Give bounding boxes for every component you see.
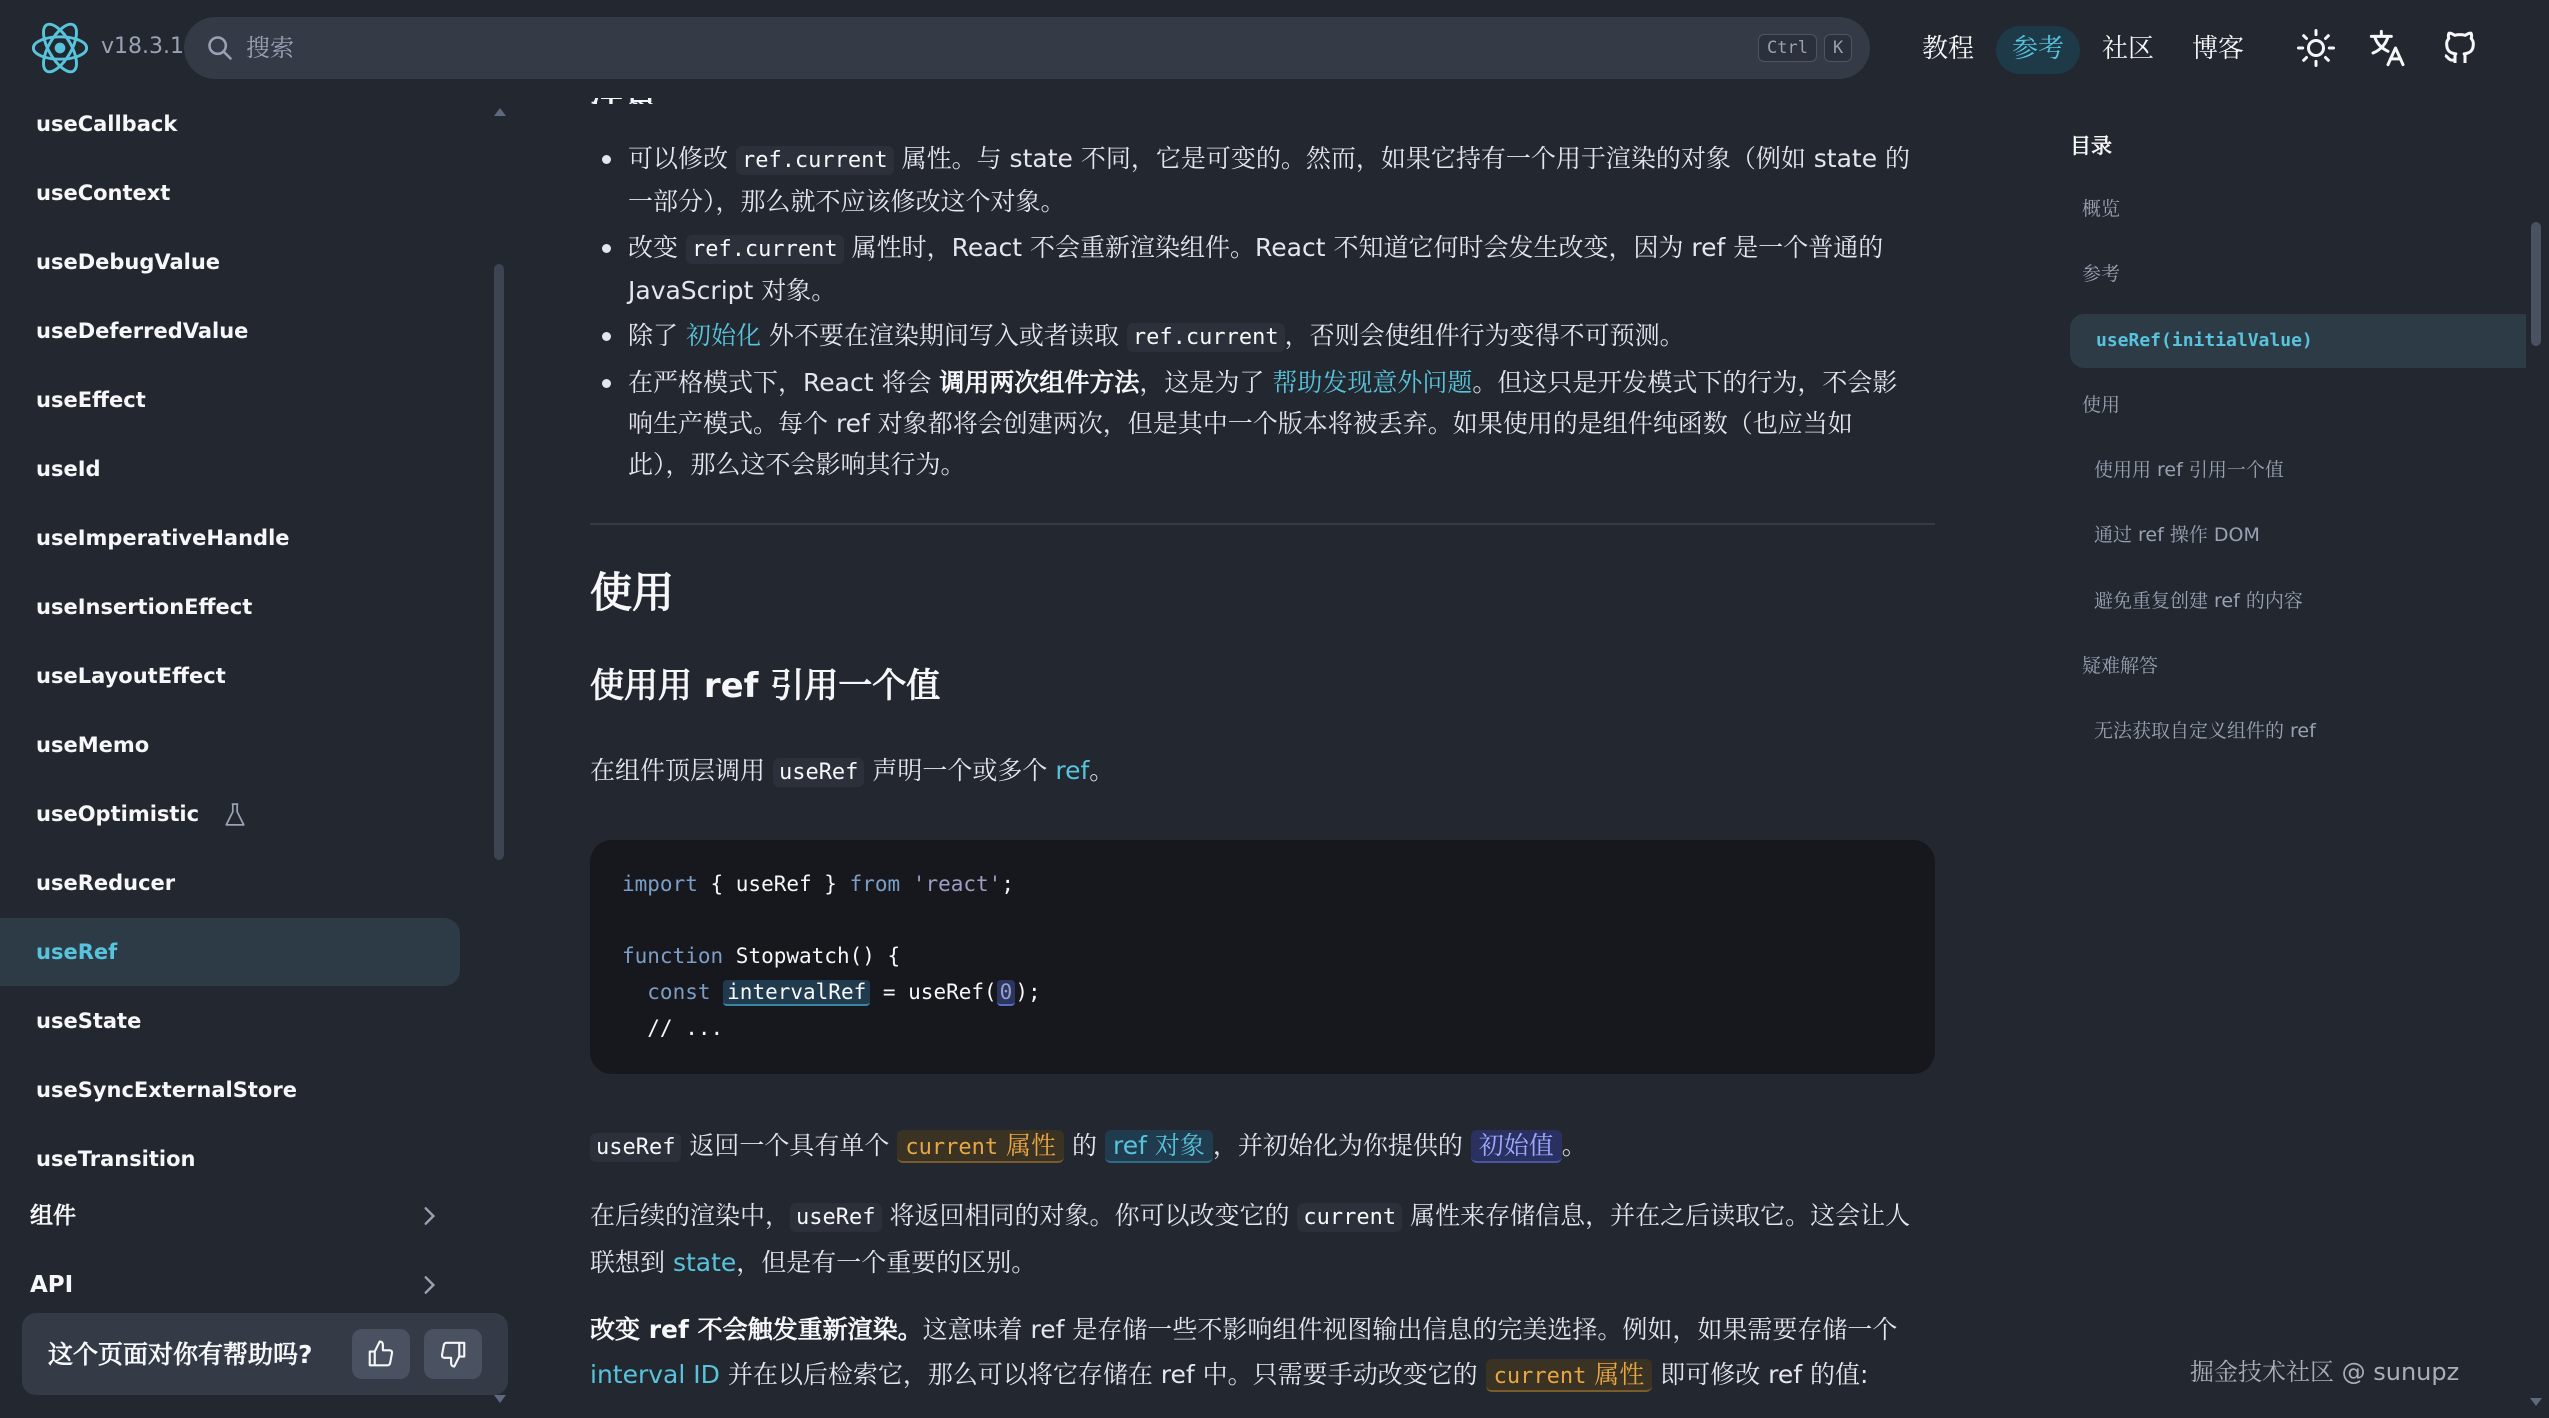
nav-link-tutorial[interactable]: 教程 — [1922, 34, 1975, 64]
sidebar-section-label: 组件 — [30, 1203, 76, 1229]
sidebar-item-useref[interactable]: useRef — [0, 918, 460, 986]
highlight-current-property: current 属性 — [1486, 1359, 1653, 1392]
sidebar-item-label: useOptimistic — [36, 802, 200, 826]
toc-item-custom-component-ref[interactable]: 无法获取自定义组件的 ref — [2094, 720, 2316, 742]
sidebar-item-usedebugvalue[interactable]: useDebugValue — [36, 250, 221, 274]
top-bar — [0, 0, 2549, 98]
sidebar-item-usereducer[interactable]: useReducer — [36, 871, 176, 895]
toc-item-reference[interactable]: 参考 — [2082, 263, 2121, 285]
link-interval-id[interactable]: interval ID — [590, 1360, 720, 1389]
link-find-unexpected-issues[interactable]: 帮助发现意外问题 — [1272, 368, 1473, 397]
scroll-up-arrow-icon[interactable] — [492, 106, 508, 118]
paragraph-useref-returns: useRef 返回一个具有单个 current 属性 的 ref 对象 ，并初始化为你提供的 初始值 。 — [590, 1123, 1940, 1170]
list-item: 可以修改 ref.current 属性。与 state 不同，它是可变的。然而，如果它持有一个用于渲染的对象（例如 state 的 一部分），那么就不应该修改这个对象。 — [600, 138, 1940, 222]
version-label[interactable]: v18.3.1 — [101, 34, 184, 59]
heading-ref-reference-value: 使用用 ref 引用一个值 — [590, 666, 941, 706]
feedback-box — [22, 1313, 508, 1395]
toc-item-troubleshooting[interactable]: 疑难解答 — [2082, 655, 2159, 677]
sidebar-item-useinsertioneffect[interactable]: useInsertionEffect — [36, 595, 253, 619]
shortcut-k-key: K — [1824, 34, 1852, 62]
section-divider — [590, 523, 1935, 525]
sidebar-item-useeffect[interactable]: useEffect — [36, 388, 146, 412]
theme-sun-icon[interactable] — [2296, 28, 2336, 68]
sidebar-item-usedeferredvalue[interactable]: useDeferredValue — [36, 319, 249, 343]
inline-code: ref.current — [736, 146, 894, 175]
inline-code: ref.current — [686, 235, 844, 264]
chevron-right-icon — [418, 1273, 440, 1297]
code-line: // ... — [622, 1016, 724, 1040]
link-ref[interactable]: ref — [1055, 756, 1090, 785]
highlight-initial-value: 初始值 — [1471, 1130, 1562, 1163]
list-item: 在严格模式下，React 将会 调用两次组件方法，这是为了 帮助发现意外问题。但这只是开发模式下的行为，不会影 响生产模式。每个 ref 对象都将会创建两次，但是其中一个版本将被丢弃。如果使用的是组件纯函数（也应当如 此），那么这不会影响其行为。 — [600, 362, 1940, 485]
sidebar-section-api[interactable] — [0, 1255, 450, 1315]
paragraph-declare-ref: 在组件顶层调用 useRef 声明一个或多个 ref。 — [590, 756, 1115, 785]
scroll-down-arrow-icon[interactable] — [2528, 1396, 2544, 1408]
code-line: import { useRef } from 'react'; — [622, 872, 1014, 896]
highlight-ref-object: ref 对象 — [1105, 1130, 1213, 1163]
sidebar-item-usesyncexternalstore[interactable]: useSyncExternalStore — [36, 1078, 297, 1102]
toc-item-usage[interactable]: 使用 — [2082, 394, 2121, 416]
toc-title: 目录 — [2070, 134, 2112, 158]
sidebar-scrollbar-thumb[interactable] — [494, 264, 504, 860]
sidebar-item-useoptimistic[interactable] — [0, 780, 460, 848]
inline-code: useRef — [590, 1133, 681, 1162]
paragraph-subsequent-renders: 在后续的渲染中， useRef 将返回相同的对象。你可以改变它的 current 属性来存储信息，并在之后读取它。这会让人 联想到 state，但是有一个重要的区别。 — [590, 1201, 1911, 1277]
thumbs-down-icon — [438, 1339, 468, 1369]
inline-code: ref.current — [1127, 323, 1285, 352]
inline-code: current — [1297, 1203, 1402, 1232]
list-item: 除了 初始化 外不要在渲染期间写入或者读取 ref.current ，否则会使组件行为变得不可预测。 — [600, 315, 1940, 358]
sidebar-item-usememo[interactable]: useMemo — [36, 733, 150, 757]
highlight-current-property: current 属性 — [897, 1130, 1064, 1163]
nav-link-reference[interactable]: 参考 — [1996, 26, 2080, 74]
search-input[interactable] — [246, 27, 1646, 69]
sidebar-item-usecontext[interactable]: useContext — [36, 181, 171, 205]
toc-item-ref-dom[interactable]: 通过 ref 操作 DOM — [2094, 524, 2260, 546]
sidebar — [0, 90, 520, 1418]
code-block[interactable] — [590, 840, 1935, 1074]
react-logo-icon[interactable] — [28, 18, 92, 78]
code-line: const intervalRef = useRef( 0 ); — [622, 980, 1041, 1004]
thumbs-down-button[interactable] — [424, 1329, 482, 1379]
feedback-question: 这个页面对你有帮助吗? — [48, 1340, 313, 1369]
shortcut-ctrl-key: Ctrl — [1758, 34, 1817, 62]
list-item: 改变 ref.current 属性时，React 不会重新渲染组件。React 不知道它何时会发生改变，因为 ref 是一个普通的 JavaScript 对象。 — [600, 227, 1940, 311]
translate-icon[interactable] — [2368, 28, 2408, 68]
thumbs-up-button[interactable] — [352, 1329, 410, 1379]
sidebar-section-components[interactable] — [0, 1186, 450, 1246]
inline-code: useRef — [790, 1203, 881, 1232]
page-scrollbar-thumb[interactable] — [2531, 222, 2541, 346]
toc-item-avoid-recreating-ref[interactable]: 避免重复创建 ref 的内容 — [2094, 590, 2303, 612]
sidebar-item-useid[interactable]: useId — [36, 457, 101, 481]
thumbs-up-icon — [366, 1339, 396, 1369]
github-icon[interactable] — [2440, 28, 2480, 68]
sidebar-item-usestate[interactable]: useState — [36, 1009, 142, 1033]
heading-usage: 使用 — [590, 568, 675, 617]
flask-icon — [224, 803, 246, 827]
toc-item-useref-initialvalue[interactable]: useRef(initialValue) — [2070, 314, 2526, 368]
sidebar-item-uselayouteffect[interactable]: useLayoutEffect — [36, 664, 226, 688]
nav-link-community[interactable]: 社区 — [2102, 34, 2155, 64]
nav-link-blog[interactable]: 博客 — [2192, 34, 2245, 64]
sidebar-item-usecallback[interactable]: useCallback — [36, 112, 178, 136]
toc-item-ref-reference-value[interactable]: 使用用 ref 引用一个值 — [2094, 459, 2284, 481]
link-state[interactable]: state — [672, 1248, 737, 1277]
search-bar[interactable] — [184, 17, 1870, 79]
chevron-right-icon — [418, 1204, 440, 1228]
code-line: function Stopwatch() { — [622, 944, 901, 968]
sidebar-item-useimperativehandle[interactable]: useImperativeHandle — [36, 526, 290, 550]
search-icon — [206, 34, 234, 62]
sidebar-item-usetransition[interactable]: useTransition — [36, 1147, 196, 1171]
paragraph-no-rerender: 改变 ref 不会触发重新渲染。这意味着 ref 是存储一些不影响组件视图输出信息的完美选择。例如，如果需要存储一个 interval ID 并在以后检索它，那么可以将它存储在 ref 中。只需要手动改变它的 current 属性 即可修改 ref 的值: — [590, 1307, 1940, 1399]
inline-code: useRef — [773, 758, 864, 787]
watermark: 掘金技术社区 @ sunupz — [2190, 1358, 2460, 1386]
link-initialization[interactable]: 初始化 — [685, 321, 761, 350]
sidebar-section-label: API — [30, 1272, 74, 1298]
toc-item-overview[interactable]: 概览 — [2082, 198, 2121, 220]
